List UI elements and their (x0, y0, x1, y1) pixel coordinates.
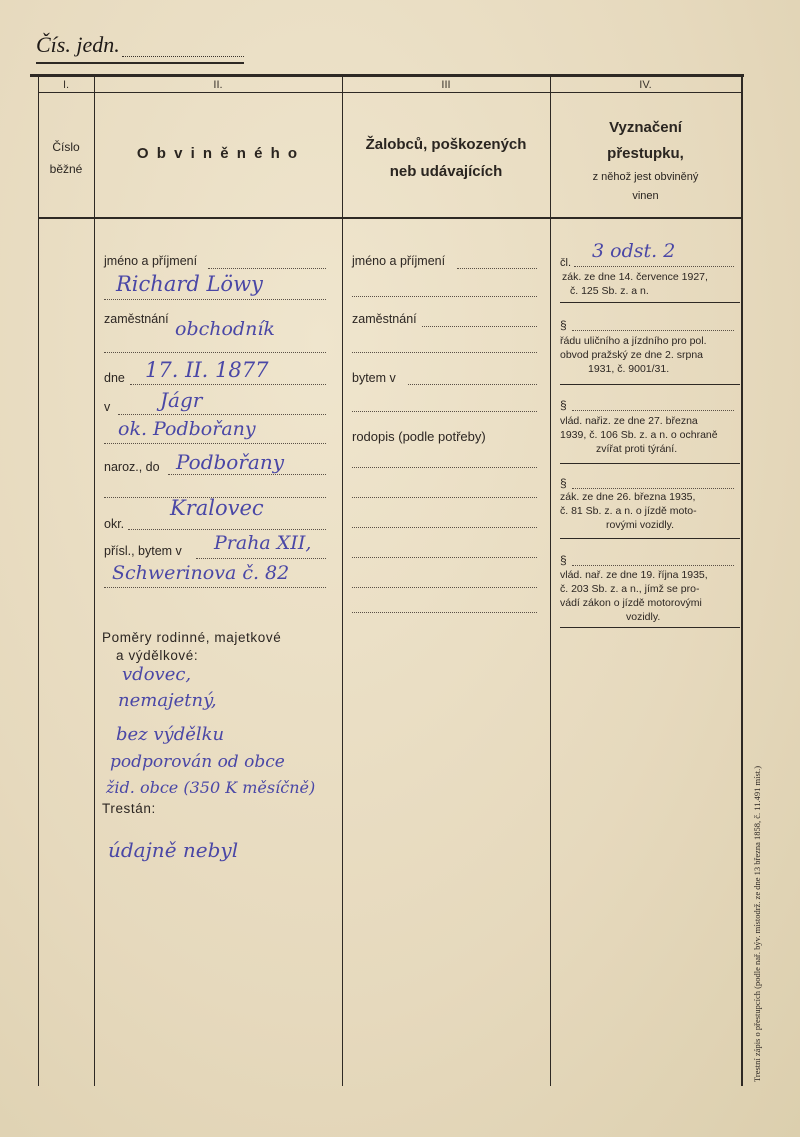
offence-3-line2: 1939, č. 106 Sb. z. a n. o ochraně (560, 429, 718, 441)
accused-birth-value[interactable]: Podbořany (176, 450, 284, 474)
offence-divider-4 (560, 538, 740, 539)
col-header-2: O b v i n ě n é h o (136, 145, 300, 162)
offence-3-symbol: § (560, 398, 567, 412)
bio-dots-3 (352, 527, 537, 528)
col-divider-1 (94, 76, 95, 1086)
accused-residence-dots (196, 558, 326, 559)
offence-5-line2: č. 203 Sb. z. a n., jímž se pro- (560, 583, 700, 595)
offence-2-line2: obvod pražský ze dne 2. srpna (560, 349, 704, 361)
offence-2-symbol: § (560, 318, 567, 332)
col-header-4 (550, 115, 741, 205)
offence-2-line3: 1931, č. 9001/31. (588, 363, 670, 375)
offence-5-symbol: § (560, 553, 567, 567)
family-label (102, 629, 281, 665)
offence-4-line1: zák. ze dne 26. března 1935, (560, 491, 696, 503)
plaintiff-occupation-dots (422, 326, 537, 327)
offence-divider-1 (560, 302, 740, 303)
accused-okr-label: okr. (104, 517, 125, 531)
numbers-row-border (38, 92, 742, 93)
family-line-4[interactable]: podporován od obce (110, 752, 285, 772)
accused-street-value[interactable]: Schwerinova č. 82 (112, 562, 290, 584)
accused-date-value[interactable]: 17. II. 1877 (145, 358, 269, 382)
accused-date-dots (130, 384, 326, 385)
document-number-label: Čís. jedn. (36, 32, 120, 57)
family-line-1[interactable]: vdovec, (122, 664, 192, 685)
accused-residence-value[interactable]: Praha XII, (214, 532, 312, 554)
col-number-3: III (441, 79, 451, 91)
offence-1-line1: zák. ze dne 14. července 1927, (562, 271, 708, 283)
offence-4-line3: rovými vozidly. (606, 519, 675, 531)
offence-5-line3: vádí zákon o jízdě motorovými (560, 597, 702, 609)
offence-3-line3: zvířat proti týrání. (596, 443, 678, 455)
offence-2-line1: řádu uličního a jízdního pro pol. (560, 335, 707, 347)
bio-dots-4 (352, 557, 537, 558)
plaintiff-residence-dots-2 (352, 411, 537, 412)
accused-place-value[interactable]: Jágr (160, 388, 203, 412)
plaintiff-name-dots-2 (352, 296, 537, 297)
offence-3-line1: vlád. nařiz. ze dne 27. března (560, 415, 698, 427)
accused-okr-dots (128, 529, 326, 530)
accused-okr-value[interactable]: Kralovec (170, 496, 264, 520)
punished-value[interactable]: údajně nebyl (108, 838, 239, 862)
accused-place-dots (118, 414, 326, 415)
accused-district-value[interactable]: ok. Podbořany (118, 418, 256, 440)
offence-5-line4: vozidly. (626, 611, 661, 623)
accused-occupation-label: zaměstnání (104, 312, 169, 326)
family-line-2[interactable]: nemajetný, (118, 690, 217, 711)
accused-street-dots (104, 587, 326, 588)
table-right-border (741, 76, 743, 1086)
accused-date-label: dne (104, 371, 125, 385)
offence-2-text (560, 334, 738, 376)
offence-3-dots (572, 410, 734, 411)
plaintiff-name-dots (457, 268, 537, 269)
accused-birth-dots (168, 474, 326, 475)
col-number-2: II. (213, 79, 223, 91)
offence-1-text (562, 270, 737, 298)
col4-label-line3: z něhož jest obviněný (592, 171, 699, 183)
accused-occupation-dots (104, 352, 326, 353)
offence-divider-3 (560, 463, 740, 464)
document-number-field[interactable] (122, 56, 244, 57)
accused-birth-label: naroz., do (104, 460, 160, 474)
accused-occupation-value[interactable]: obchodník (175, 318, 275, 340)
accused-name-dots (208, 268, 326, 269)
col4-label-line4: vinen (632, 190, 659, 202)
punished-label: Trestán: (102, 801, 156, 816)
plaintiff-residence-dots (408, 384, 537, 385)
plaintiff-residence-label: bytem v (352, 371, 396, 385)
plaintiff-bio-label: rodopis (podle potřeby) (352, 429, 486, 444)
offence-4-text (560, 490, 740, 532)
family-label-line2: a výdělkové: (116, 648, 199, 663)
offence-4-dots (572, 488, 734, 489)
offence-divider-5 (560, 627, 740, 628)
plaintiff-occupation-dots-2 (352, 352, 537, 353)
offence-1-dots (574, 266, 734, 267)
col3-label-line1: Žalobců, poškozených (365, 136, 527, 153)
col-number-4: IV. (639, 79, 652, 91)
col-divider-3 (550, 76, 551, 1086)
side-footnote: Trestní zápis o přestupcích (podle nař. býv. místodrž. ze dne 13 března 1858, č. 11.491 míst.) (752, 765, 762, 1082)
offence-divider-2 (560, 384, 740, 385)
offence-1-prefix: čl. (560, 257, 571, 269)
bio-dots-1 (352, 467, 537, 468)
bio-dots-2 (352, 497, 537, 498)
plaintiff-occupation-label: zaměstnání (352, 312, 417, 326)
offence-4-symbol: § (560, 476, 567, 490)
accused-district-dots (104, 443, 326, 444)
col-number-1: I. (62, 79, 70, 91)
col1-label-line1: Číslo (52, 140, 80, 154)
bio-dots-6 (352, 612, 537, 613)
header-row-border (38, 217, 742, 219)
col4-label-line2: přestupku, (607, 145, 684, 162)
col4-label-line1: Vyznačení (609, 119, 682, 136)
offence-3-text (560, 414, 740, 456)
family-line-3[interactable]: bez výdělku (116, 724, 225, 745)
table-top-border (30, 74, 744, 77)
col-header-1 (38, 136, 94, 180)
accused-residence-label: přísl., bytem v (104, 544, 182, 558)
bio-dots-5 (352, 587, 537, 588)
offence-1-article[interactable]: 3 odst. 2 (592, 240, 676, 262)
accused-name-label: jméno a příjmení (104, 254, 198, 268)
family-label-line1: Poměry rodinné, majetkové (102, 630, 282, 645)
offence-1-line2: č. 125 Sb. z. a n. (570, 285, 649, 297)
offence-5-text (560, 568, 740, 624)
offence-5-line1: vlád. nař. ze dne 19. října 1935, (560, 569, 708, 581)
col-divider-2 (342, 76, 343, 1086)
plaintiff-name-label: jméno a příjmení (352, 254, 446, 268)
col3-label-line2: neb udávajících (389, 163, 503, 180)
offence-5-dots (572, 565, 734, 566)
offence-2-dots (572, 330, 734, 331)
accused-name-value[interactable]: Richard Löwy (116, 272, 263, 296)
family-line-5[interactable]: žid. obce (350 K měsíčně) (106, 778, 316, 797)
table-left-border (38, 76, 39, 1086)
col1-label-line2: běžné (49, 162, 83, 176)
header-underline (36, 62, 244, 64)
accused-name-dots-2 (104, 299, 326, 300)
offence-4-line2: č. 81 Sb. z. a n. o jízdě moto- (560, 505, 697, 517)
col-header-3 (342, 131, 550, 185)
accused-place-label: v (104, 400, 111, 414)
